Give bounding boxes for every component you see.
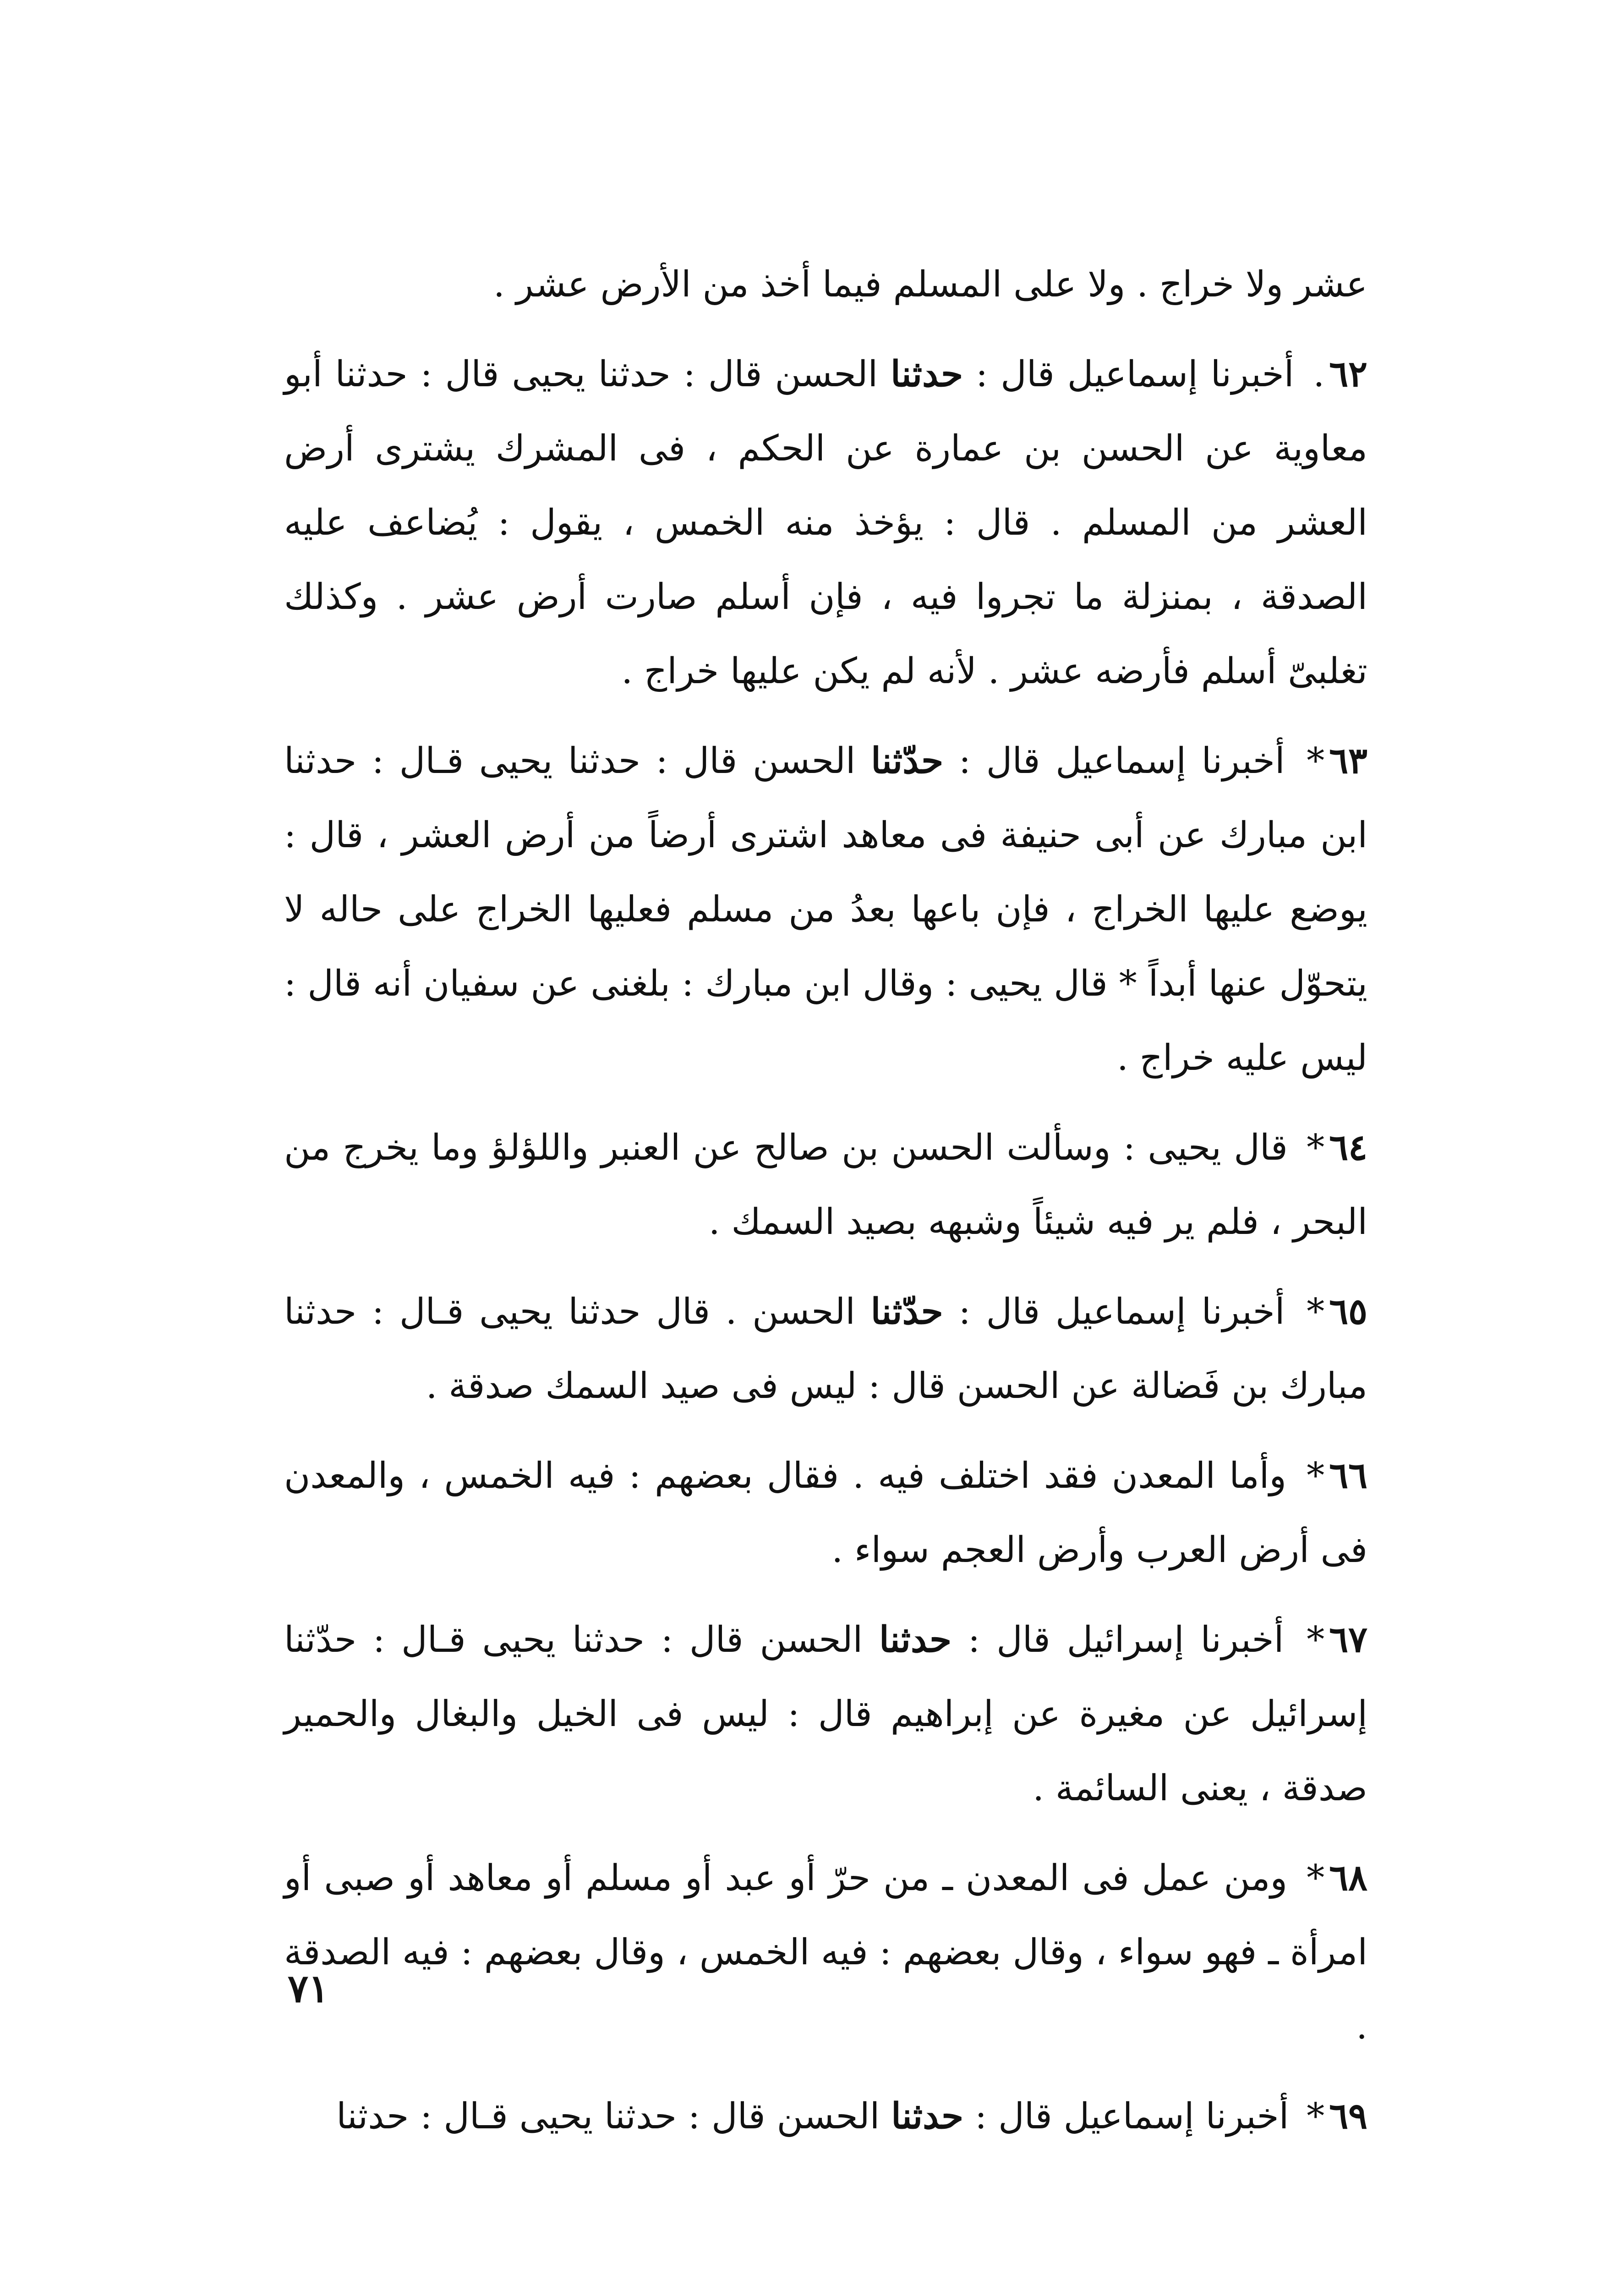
separator-mark: *: [1307, 1127, 1325, 1168]
paragraph-bold-word: حدثنا: [891, 353, 963, 395]
paragraph-continuation: [284, 247, 1367, 322]
paragraph-text: الحسن قال : حدثنا يحيى قـال : حدّثنا إسرائيل عن مغيرة عن إبراهيم قال : ليس فى الخيل والبغال والحمير صدقة ، يعنى السائمة .: [284, 1619, 1367, 1809]
paragraph-number: ٦٥: [1329, 1291, 1368, 1332]
paragraph-text: ومن عمل فى المعدن ـ من حرّ أو عبد أو مسلم أو معاهد أو صبى أو امرأة ـ فهو سواء ، وقال بعضهم : فيه الخمس ، وقال بعضهم : فيه الصدقة .: [284, 1858, 1367, 2047]
paragraph-text: الحسن . قال حدثنا يحيى قـال : حدثنا مبارك بن فَضالة عن الحسن قال : ليس فى صيد السمك صدقة .: [284, 1291, 1367, 1407]
paragraph-65: [284, 1275, 1367, 1423]
separator-mark: *: [1307, 2096, 1325, 2137]
separator-mark: *: [1307, 740, 1325, 782]
paragraph-bold-word: حدثنا: [891, 2095, 964, 2137]
paragraph-prefix: أخبرنا إسرائيل قال :: [968, 1619, 1284, 1661]
separator-mark: *: [1307, 1858, 1325, 1899]
paragraph-number: ٦٩: [1329, 2095, 1367, 2137]
paragraph-prefix: أخبرنا إسماعيل قال :: [958, 740, 1285, 782]
paragraph-number: ٦٢: [1329, 353, 1368, 395]
paragraph-64: [284, 1111, 1367, 1259]
paragraph-text: عشر ولا خراج . ولا على المسلم فيما أخذ من الأرض عشر .: [493, 264, 1367, 305]
paragraph-prefix: أخبرنا إسماعيل قال :: [958, 1291, 1285, 1332]
separator-mark: *: [1307, 1619, 1325, 1661]
separator-mark: *: [1307, 1291, 1325, 1332]
separator-mark: .: [1313, 354, 1325, 395]
paragraph-text: الحسن قال : حدثنا يحيى قـال : حدثنا: [336, 2096, 880, 2137]
paragraph-number: ٦٤: [1329, 1127, 1368, 1168]
separator-mark: *: [1307, 1455, 1325, 1496]
paragraph-67: [284, 1603, 1367, 1825]
paragraph-62: [284, 337, 1367, 708]
paragraph-text: الحسن قال : حدثنا يحيى قـال : حدثنا ابن مبارك عن أبى حنيفة فى معاهد اشترى أرضاً من أرض العشر ، قال : يوضع عليها الخراج ، فإن باعها بعدُ من مسلم فعليها الخراج على حاله لا يتحوّل عنها أبداً * قال يحيى : وقال ابن مبارك : بلغنى عن سفيان أنه قال : ليس عليه خراج .: [284, 740, 1367, 1079]
page-number: ٧١: [288, 1966, 329, 2011]
paragraph-66: [284, 1439, 1367, 1587]
paragraph-63: [284, 724, 1367, 1095]
paragraph-bold-word: حدثنا: [879, 1619, 952, 1661]
paragraph-text: قال يحيى : وسألت الحسن بن صالح عن العنبر واللؤلؤ وما يخرج من البحر ، فلم ير فيه شيئاً وشبهه بصيد السمك .: [284, 1127, 1367, 1243]
paragraph-bold-word: حدّثنا: [871, 740, 944, 782]
paragraph-text: الحسن قال : حدثنا يحيى قال : حدثنا أبو معاوية عن الحسن بن عمارة عن الحكم ، فى المشرك يشترى أرض العشر من المسلم . قال : يؤخذ منه الخمس ، يقول : يُضاعف عليه الصدقة ، بمنزلة ما تجروا فيه ، فإن أسلم صارت أرض عشر . وكذلك تغلبىّ أسلم فأرضه عشر . لأنه لم يكن عليها خراج .: [284, 354, 1367, 692]
paragraph-prefix: أخبرنا إسماعيل قال :: [976, 354, 1294, 395]
paragraph-prefix: أخبرنا إسماعيل قال :: [975, 2096, 1289, 2137]
paragraph-68: [284, 1841, 1367, 2064]
paragraph-number: ٦٧: [1329, 1619, 1367, 1661]
paragraph-bold-word: حدّثنا: [870, 1291, 943, 1332]
paragraph-text: وأما المعدن فقد اختلف فيه . فقال بعضهم : فيه الخمس ، والمعدن فى أرض العرب وأرض العجم سواء .: [284, 1455, 1367, 1571]
paragraph-number: ٦٣: [1329, 740, 1367, 782]
paragraph-69: [284, 2079, 1367, 2154]
paragraph-number: ٦٨: [1329, 1857, 1367, 1899]
paragraph-number: ٦٦: [1329, 1455, 1367, 1496]
page-body: [284, 247, 1367, 2154]
